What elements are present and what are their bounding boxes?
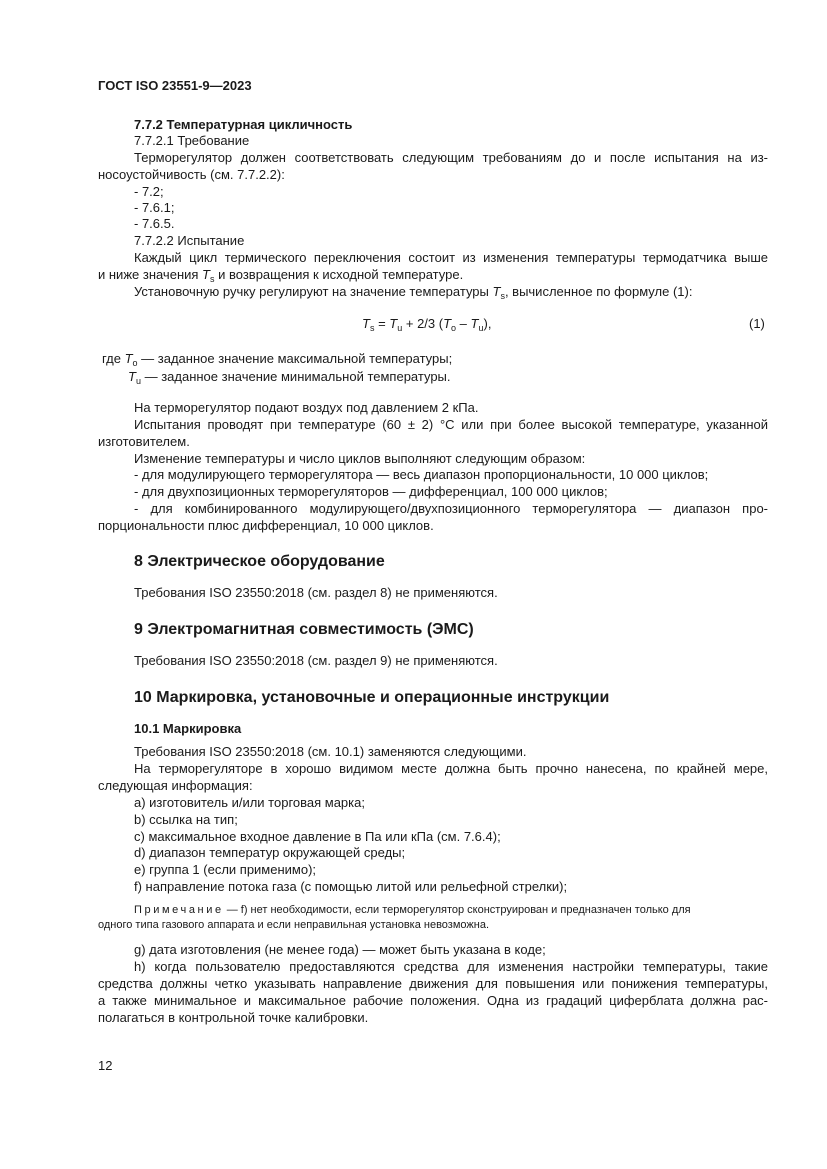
list-item: a) изготовитель и/или торговая марка; <box>134 795 365 810</box>
list-item-cont: а также минимальное и максимальное рабочие положения. Одна из градаций циферблата должна рас- <box>98 993 768 1008</box>
section-heading-9: 9 Электромагнитная совместимость (ЭМС) <box>134 621 474 638</box>
list-item: - для комбинированного модулирующего/двухпозиционного терморегулятора — диапазон про- <box>134 501 768 516</box>
list-item-cont: полагаться в контрольной точке калибровки. <box>98 1010 369 1025</box>
list-item: - для двухпозиционных терморегуляторов — дифференциал, 100 000 циклов; <box>134 484 608 499</box>
list-item: g) дата изготовления (не менее года) — может быть указана в коде; <box>134 942 546 957</box>
list-item-cont: порциональности плюс дифференциал, 10 000 циклов. <box>98 518 434 533</box>
subsection-7-7-2-1: 7.7.2.1 Требование <box>134 133 250 148</box>
paragraph: Изменение температуры и число циклов выполняют следующим образом: <box>134 451 586 466</box>
list-item: h) когда пользователю предоставляются средства для изменения настройки температуры, такие <box>134 959 768 974</box>
list-item: b) ссылка на тип; <box>134 812 238 827</box>
paragraph: Испытания проводят при температуре (60 ± 2) °С или при более высокой температуре, указанной <box>134 417 768 432</box>
paragraph: На терморегулятор подают воздух под давлением 2 кПа. <box>134 400 479 415</box>
subsection-10-1: 10.1 Маркировка <box>134 721 242 736</box>
paragraph-cont: и ниже значения $T_s$ и возвращения к исходной температуре. <box>98 267 464 284</box>
paragraph: Требования ISO 23550:2018 (см. раздел 8) не применяются. <box>134 585 498 600</box>
doc-header: ГОСТ ISO 23551-9—2023 <box>98 78 252 93</box>
paragraph-cont: изготовителем. <box>98 434 190 449</box>
list-item: e) группа 1 (если применимо); <box>134 862 317 877</box>
subsection-7-7-2-2: 7.7.2.2 Испытание <box>134 233 245 248</box>
paragraph: Требования ISO 23550:2018 (см. раздел 9) не применяются. <box>134 653 498 668</box>
section-heading-8: 8 Электрическое оборудование <box>134 553 385 570</box>
formula-number: (1) <box>749 316 765 331</box>
paragraph: На терморегуляторе в хорошо видимом месте должна быть прочно нанесена, по крайней мере, <box>134 761 768 776</box>
page-number: 12 <box>98 1058 113 1073</box>
list-item: - 7.2; <box>134 184 164 199</box>
section-title-7-7-2: 7.7.2 Температурная цикличность <box>134 117 353 132</box>
section-heading-10: 10 Маркировка, установочные и операционные инструкции <box>134 689 610 706</box>
paragraph: Установочную ручку регулируют на значение температуры $T_s$, вычисленное по формуле (1): <box>134 284 693 301</box>
paragraph: Каждый цикл термического переключения состоит из изменения температуры термодатчика выше <box>134 250 768 265</box>
paragraph: Терморегулятор должен соответствовать следующим требованиям до и после испытания на из- <box>134 150 768 165</box>
list-item: c) максимальное входное давление в Па или кПа (см. 7.6.4); <box>134 829 501 844</box>
list-item: - для модулирующего терморегулятора — весь диапазон пропорциональности, 10 000 циклов; <box>134 467 709 482</box>
paragraph: Требования ISO 23550:2018 (см. 10.1) заменяются следующими. <box>134 744 527 759</box>
list-item: f) направление потока газа (с помощью литой или рельефной стрелки); <box>134 879 568 894</box>
note-line-1: Примечание — f) нет необходимости, если терморегулятор сконструирован и предназначен только для <box>134 904 691 916</box>
list-item: d) диапазон температур окружающей среды; <box>134 845 406 860</box>
where-line-1: где $T_o$ — заданное значение максимальной температуры; <box>102 351 453 368</box>
note-line-2: одного типа газового аппарата и если неправильная установка невозможна. <box>98 919 490 931</box>
paragraph-cont: следующая информация: <box>98 778 253 793</box>
list-item: - 7.6.1; <box>134 200 175 215</box>
paragraph-cont: носоустойчивость (см. 7.7.2.2): <box>98 167 285 182</box>
formula: $T_s = T_u + 2/3$ $(T_o - T_u)$, <box>362 316 492 333</box>
list-item: - 7.6.5. <box>134 216 175 231</box>
list-item-cont: средства должны четко указывать направление движения для повышения или понижения температуры, <box>98 976 768 991</box>
where-line-2: $T_u$ — заданное значение минимальной температуры. <box>128 369 451 386</box>
